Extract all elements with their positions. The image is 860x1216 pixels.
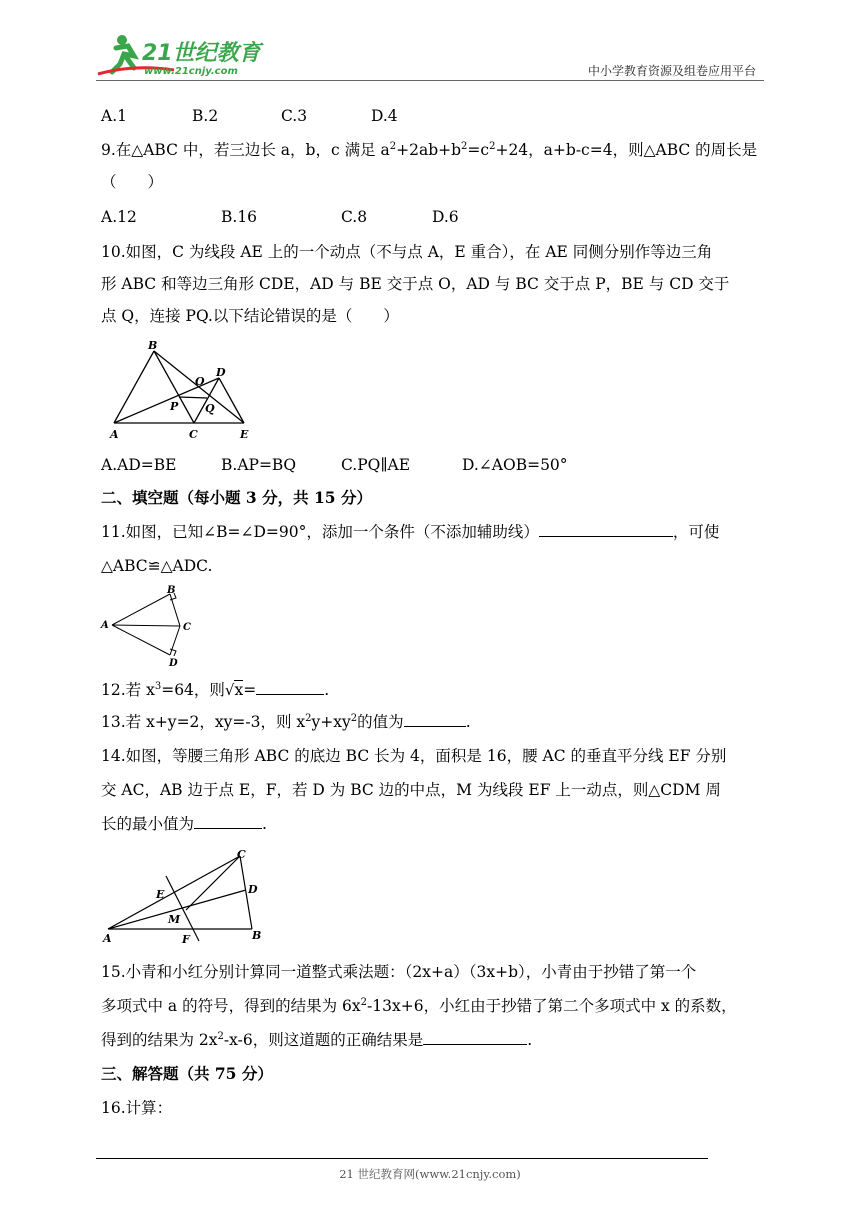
q10-option-a: A.AD=BE	[101, 456, 177, 474]
q16-line: 16.计算：	[101, 1099, 173, 1117]
q10-label-b: B	[148, 339, 158, 352]
q15-answer-blank[interactable]	[423, 1030, 527, 1045]
q8-option-c: C.3	[281, 107, 308, 125]
footer-text: 21 世纪教育网(www.21cnjy.com)	[339, 1167, 521, 1181]
q11-label-c: C	[183, 622, 191, 633]
q9-option-a: A.12	[101, 208, 137, 226]
q13-line: 13.若 x+y=2，xy=-3，则 $x^2y+xy^2$的值为 .	[101, 712, 471, 731]
q14-figure	[100, 846, 270, 946]
q11-figure	[100, 584, 210, 670]
logo-url: www.21cnjy.com	[144, 66, 238, 77]
q10-figure	[104, 338, 254, 444]
q14-label-c: C	[237, 848, 246, 861]
q10-option-c: C.PQ∥AE	[341, 456, 411, 474]
q14-label-a: A	[103, 932, 112, 945]
q14-answer-blank[interactable]	[194, 814, 262, 829]
q15-line2: 多项式中 a 的符号，得到的结果为 $6x^2-13x+6$，小红由于抄错了第二个多项式中 x 的系数，	[101, 996, 737, 1015]
q14-line3: 长的最小值为 .	[101, 815, 267, 833]
q11-label-a: A	[101, 620, 109, 631]
q13-answer-blank[interactable]	[404, 712, 466, 727]
q9-line2: （ ）	[101, 173, 164, 191]
q14-label-m: M	[168, 913, 181, 926]
q12-line: 12.若 $x^3=64$，则√x= .	[101, 680, 330, 699]
q11-label-b: B	[167, 585, 176, 596]
section-2-heading: 二、填空题（每小题 3 分，共 15 分）	[101, 488, 372, 507]
q14-label-e: E	[156, 888, 165, 901]
q14-line1: 14.如图，等腰三角形 ABC 的底边 BC 长为 4，面积是 16，腰 AC 的垂直平分线 EF 分别	[101, 747, 727, 765]
q10-line2: 形 ABC 和等边三角形 CDE，AD 与 BE 交于点 O，AD 与 BC 交于点 P，BE 与 CD 交于	[101, 275, 730, 293]
q15-line3: 得到的结果为 $2x^2-x-6$，则这道题的正确结果是 .	[101, 1030, 533, 1049]
q14-label-b: B	[252, 929, 262, 942]
q10-option-b: B.AP=BQ	[221, 456, 297, 474]
q12-answer-blank[interactable]	[256, 680, 324, 695]
sqrt-icon: √	[224, 681, 235, 699]
q10-label-q: Q	[205, 402, 215, 415]
section-3-heading: 三、解答题（共 75 分）	[101, 1064, 273, 1083]
q11-answer-blank[interactable]	[539, 522, 673, 537]
q10-label-o: O	[195, 375, 205, 388]
q8-option-b: B.2	[192, 107, 219, 125]
q14-label-d: D	[248, 883, 258, 896]
q9-option-d: D.6	[432, 208, 459, 226]
q15-line1: 15.小青和小红分别计算同一道整式乘法题：（2x+a）（3x+b），小青由于抄错了第一个	[101, 963, 697, 981]
logo-text: 21世纪教育	[142, 41, 261, 66]
q11-line2: △ABC≌△ADC.	[101, 557, 213, 575]
q9-option-b: B.16	[221, 208, 258, 226]
q11-line1: 11.如图，已知∠B=∠D=90°，添加一个条件（不添加辅助线） ，可使	[101, 523, 720, 541]
q14-line2: 交 AC，AB 边于点 E，F，若 D 为 BC 边的中点，M 为线段 EF 上一动点，则△CDM 周	[101, 781, 721, 799]
footer-divider	[96, 1158, 708, 1159]
q11-label-d: D	[169, 658, 178, 669]
q8-option-a: A.1	[101, 107, 127, 125]
header-platform-text: 中小学教育资源及组卷应用平台	[587, 64, 756, 78]
q10-label-e: E	[240, 428, 249, 441]
q8-option-d: D.4	[371, 107, 398, 125]
q10-line3: 点 Q，连接 PQ.以下结论错误的是（ ）	[101, 307, 399, 325]
site-logo	[94, 30, 264, 82]
header-divider	[96, 80, 764, 81]
q10-line1: 10.如图，C 为线段 AE 上的一个动点（不与点 A，E 重合），在 AE 同侧分别作等边三角	[101, 243, 713, 261]
q10-option-d: D.∠AOB=50°	[462, 456, 568, 474]
q10-label-a: A	[110, 428, 119, 441]
q10-label-d: D	[216, 366, 226, 379]
q10-label-p: P	[170, 400, 179, 413]
q9-option-c: C.8	[341, 208, 368, 226]
q9-line1: 9.在△ABC 中，若三边长 a，b，c 满足 $a^2+2ab+b^2=c^2+24$，a+b-c=4，则△ABC 的周长是	[101, 140, 758, 159]
q10-label-c: C	[189, 428, 198, 441]
q14-label-f: F	[182, 933, 190, 946]
